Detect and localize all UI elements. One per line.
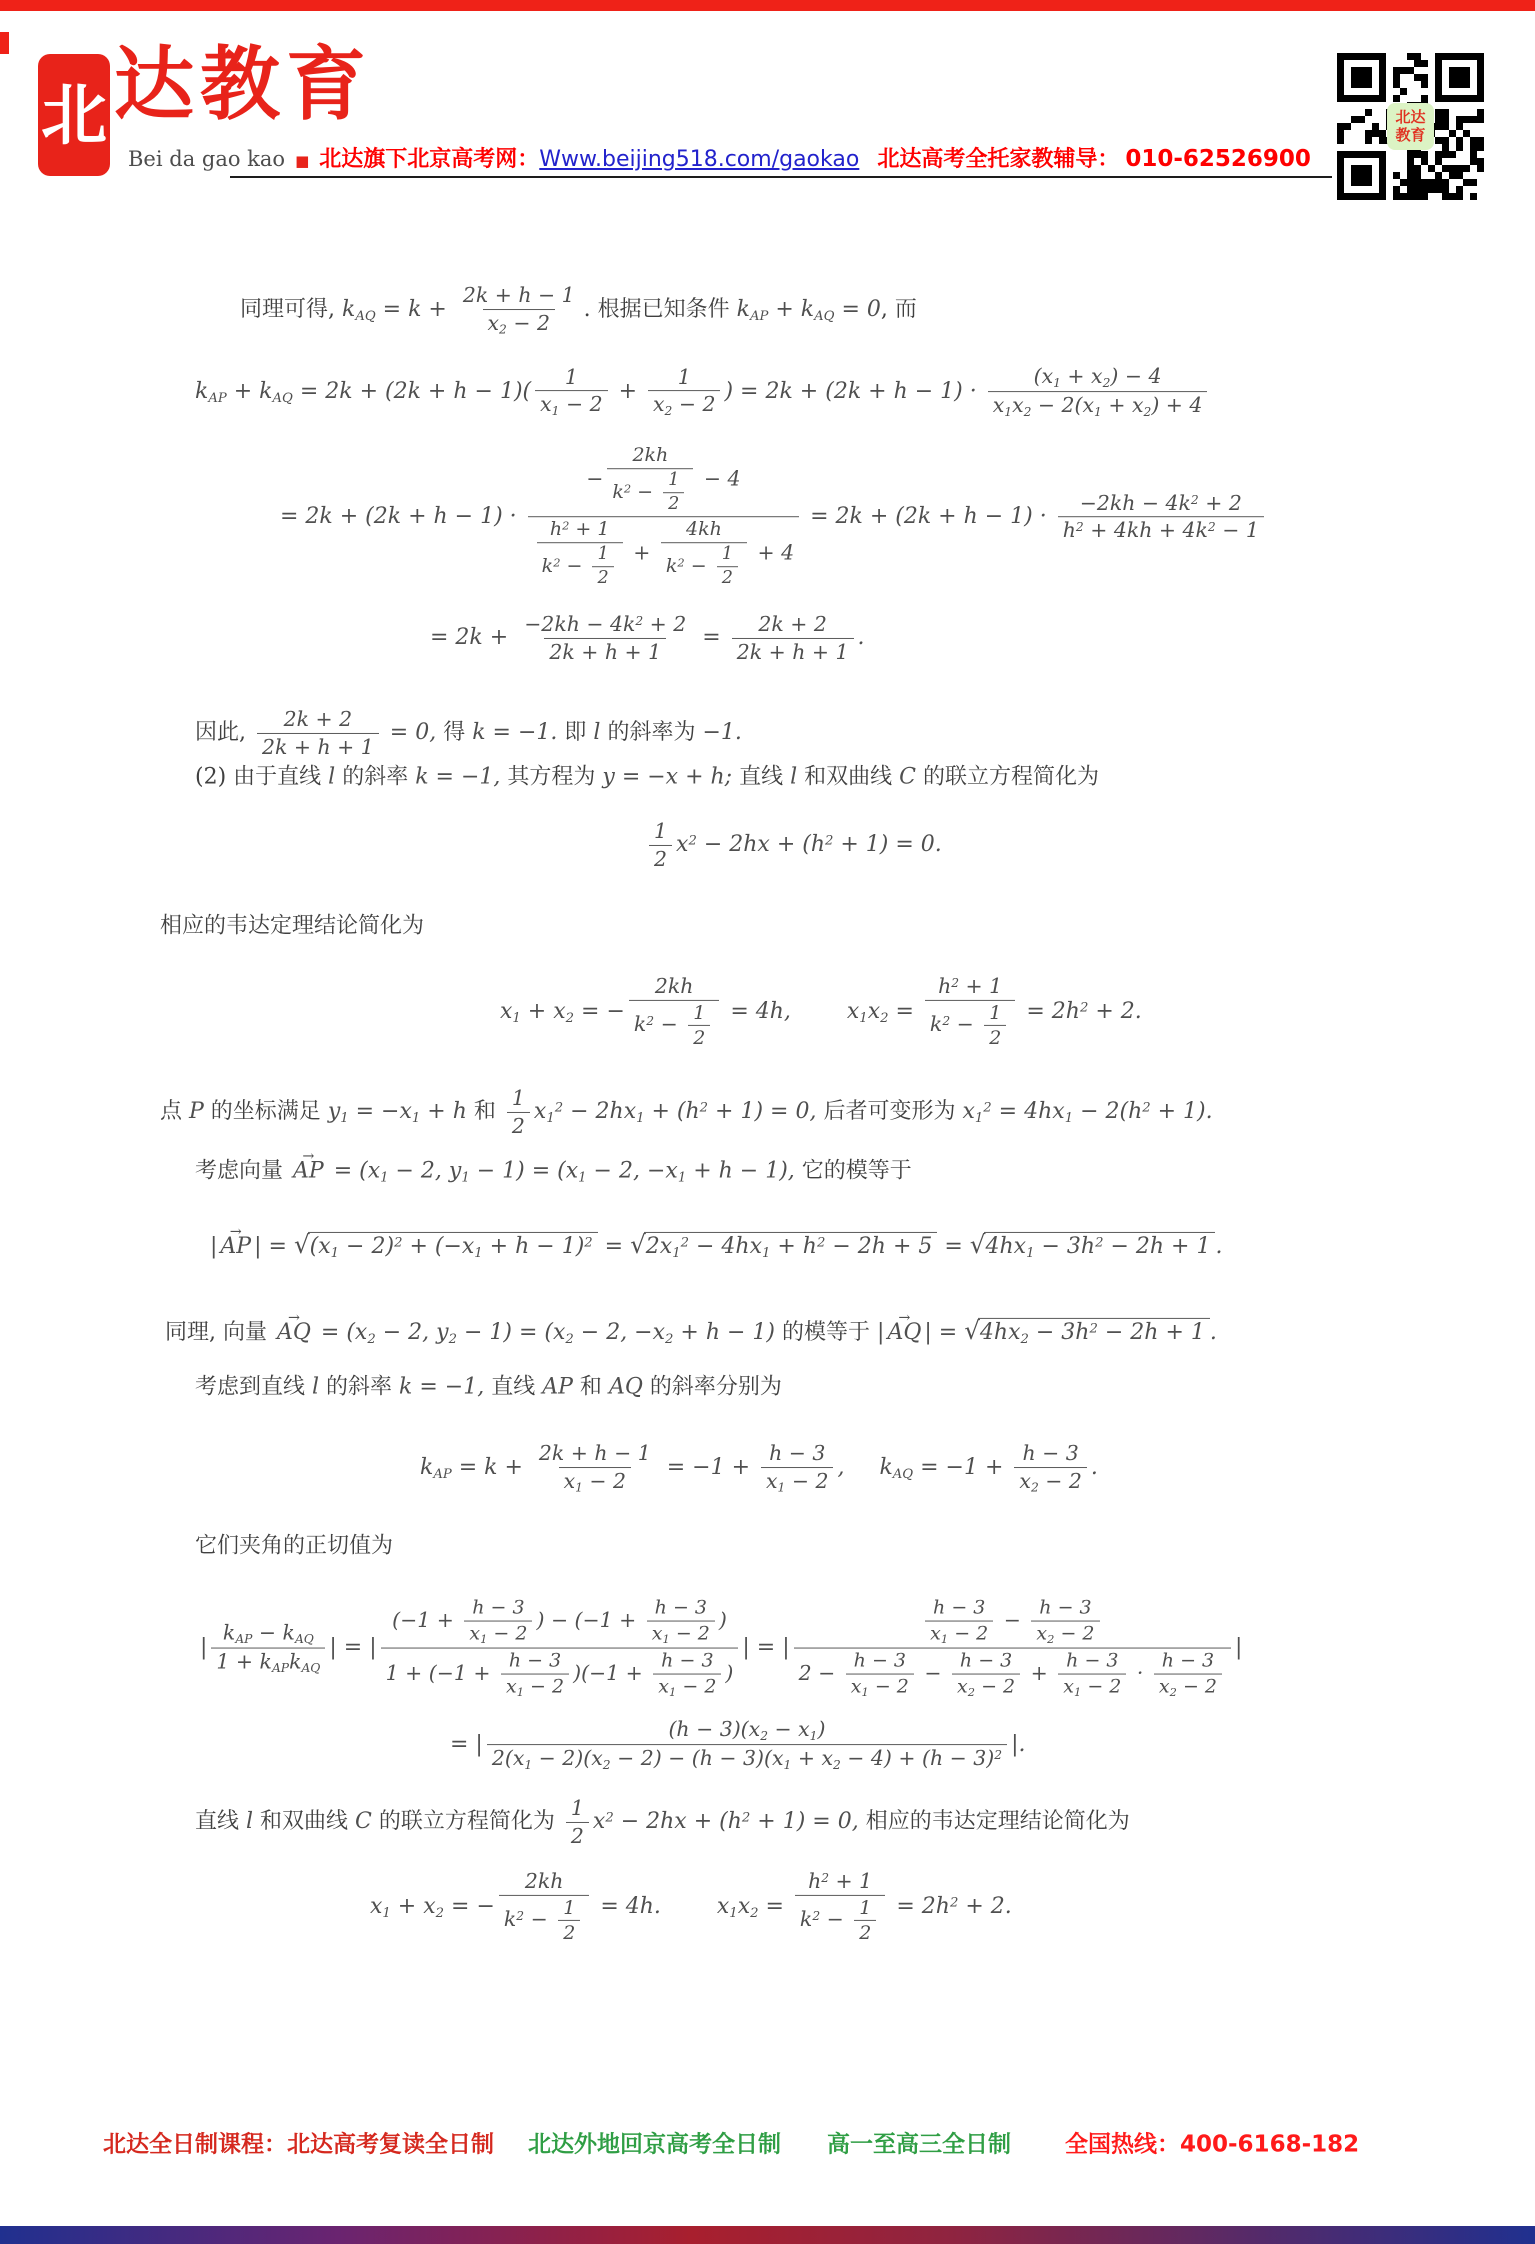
text-segment: 北达全日制课程： bbox=[103, 2131, 287, 2158]
logo-seal-character: 北 bbox=[41, 76, 107, 154]
website-link[interactable]: Www.beijing518.com/gaokao bbox=[539, 147, 860, 172]
math-line-13: 考虑到直线 l 的斜率 k = −1, 直线 AP 和 AQ 的斜率分别为 bbox=[195, 1374, 782, 1400]
math-line-10: 考虑向量 AP → = ($x_1 - 2$, $y_1 - 1) = (x_1 - 2$, $-x_1 + h - 1$), 它的模等于 bbox=[195, 1157, 912, 1186]
text-segment: 北达高考复读全日制 bbox=[287, 2131, 494, 2158]
text-segment: 高一至高三全日制 bbox=[827, 2131, 1011, 2158]
brand-text: 达教育 bbox=[114, 37, 372, 131]
qr-badge-line1: 北达 bbox=[1395, 108, 1426, 127]
math-line-8: $x_1 + x_2$ = − 2kh $k^2$ − $\frac{1}{2}$ = 4h, $x_1x_2$ = $h^2 + 1$ $k^2$ − $\frac{1}{2}$ = $2h^2 + 2$. bbox=[500, 973, 1142, 1050]
math-line-9: 点 P 的坐标满足 $y_1 = -x_1 + h$ 和 $\frac{1}{2}$ $x_1^2 - 2hx_1 + (h^2 + 1) = 0$, 后者可变形为 $x_1^2 = 4hx_1 - 2(h^2 + 1)$. bbox=[160, 1085, 1213, 1138]
math-line-6: $\frac{1}{2}$ $x^2 - 2hx + (h^2 + 1) = 0$. bbox=[645, 819, 942, 871]
qr-badge-line2: 教育 bbox=[1395, 125, 1426, 144]
text-segment: 全国热线： bbox=[1065, 2131, 1180, 2158]
math-line-7: 相应的韦达定理结论简化为 bbox=[160, 913, 425, 939]
math-line-16: | $\frac{k_{AP} - k_{AQ}}{1 + k_{AP}k_{AQ}}$ | = | (−1 + $\frac{h - 3}{x_1 - 2}$ ) − (−1 + $\frac{h - 3}{x_1 - 2}$ ) 1 + (−1 + $\frac{h - 3}{x_1 - 2}$ )(−1 + $\frac{h - 3}{x_1 - 2}$ ) | = | $\frac{h - 3}{x_1 - 2}$ − $\frac{h - 3}{x_2 - 2}$ 2 − $\frac{h - 3}{x_1 - 2}$ − $\frac{h - 3}{x_2 - 2}$ + $\frac{h - 3}{x_1 - 2}$ · $\frac{h - 3}{x_2 - 2}$ | bbox=[200, 1596, 1243, 1699]
math-line-2: = 2k + (2k + h − 1) · − 2kh $k^2$ − $\frac{1}{2}$ − 4 $h^2 + 1$ $k^2$ − $\frac{1}{2}$ + 4kh $k^2$ − $\frac{1}{2}$ + 4 = 2k + (2k + h − 1) · $\frac{-2kh - 4k^2 + 2}{h^2 + 4kh + 4k^2 - 1}$ bbox=[280, 444, 1268, 590]
text-segment: ■ bbox=[295, 152, 310, 170]
math-line-1: $k_{AP} + k_{AQ} = 2k + (2k + h - 1)$( $\frac{1}{x_1 - 2}$ + $\frac{1}{x_2 - 2}$ ) = 2k + (2k + h − 1) · $\frac{(x_1 + x_2) - 4}{x_1x_2 - 2(x_1 + x_2) + 4}$ bbox=[195, 364, 1211, 420]
math-line-11: | AP → | = √ $(x_1 - 2)^2 + (-x_1 + h - 1)^2$ = √ $2x_1^2 - 4hx_1 + h^2 - 2h + 5$ = √ $4hx_1 - 3h^2 - 2h + 1$ . bbox=[210, 1232, 1222, 1262]
text-segment: 010-62526900 bbox=[1125, 146, 1311, 172]
math-line-4: 因此, $\frac{2k + 2}{2k + h + 1}$ = 0, 得 k = −1. 即 l 的斜率为 −1. bbox=[195, 706, 742, 759]
math-line-3: = 2k + $\frac{-2kh - 4k^2 + 2}{2k + h + 1}$ = $\frac{2k + 2}{2k + h + 1}$ . bbox=[430, 611, 865, 664]
math-line-0: 同理可得, $k_{AQ} = k$ + $\frac{2k + h - 1}{x_2 - 2}$ . 根据已知条件 $k_{AP} + k_{AQ} = 0$, 而 bbox=[240, 283, 917, 337]
text-segment: 北达旗下北京高考网： bbox=[319, 147, 540, 172]
text-segment: 北达高考全托家教辅导： bbox=[877, 147, 1120, 172]
text-segment: 400-6168-182 bbox=[1180, 2131, 1360, 2158]
bottom-decor-bar bbox=[0, 2226, 1535, 2244]
math-line-14: $k_{AP} = k$ + $\frac{2k + h - 1}{x_1 - 2}$ = −1 + $\frac{h - 3}{x_1 - 2}$ , $k_{AQ} = -1$ + $\frac{h - 3}{x_2 - 2}$ . bbox=[420, 1441, 1098, 1495]
text-segment: Bei da gao kao bbox=[128, 147, 286, 171]
math-line-5: (2) 由于直线 l 的斜率 k = −1, 其方程为 y = −x + h; 直线 l 和双曲线 C 的联立方程简化为 bbox=[195, 764, 1099, 790]
math-line-12: 同理, 向量 AQ → = ($x_2 - 2$, $y_2 - 1) = (x_2 - 2$, $-x_2 + h - 1$) 的模等于 | AQ → | = √ $4hx_2 - 3h^2 - 2h + 1$ . bbox=[165, 1318, 1217, 1348]
math-line-15: 它们夹角的正切值为 bbox=[195, 1533, 394, 1559]
math-line-19: $x_1 + x_2$ = − 2kh $k^2$ − $\frac{1}{2}$ = 4h. $x_1x_2$ = $h^2 + 1$ $k^2$ − $\frac{1}{2}$ = $2h^2 + 2$. bbox=[370, 1868, 1012, 1945]
footer-course-line bbox=[103, 2126, 1359, 2159]
math-line-18: 直线 l 和双曲线 C 的联立方程简化为 $\frac{1}{2}$ $x^2 - 2hx + (h^2 + 1) = 0$, 相应的韦达定理结论简化为 bbox=[195, 1795, 1130, 1848]
text-segment: 北达外地回京高考全日制 bbox=[528, 2131, 781, 2158]
math-line-17: = | $\frac{(h - 3)(x_2 - x_1)}{2(x_1 - 2)(x_2 - 2) - (h - 3)(x_1 + x_2 - 4) + (h - 3)^2}$ |. bbox=[450, 1717, 1026, 1773]
